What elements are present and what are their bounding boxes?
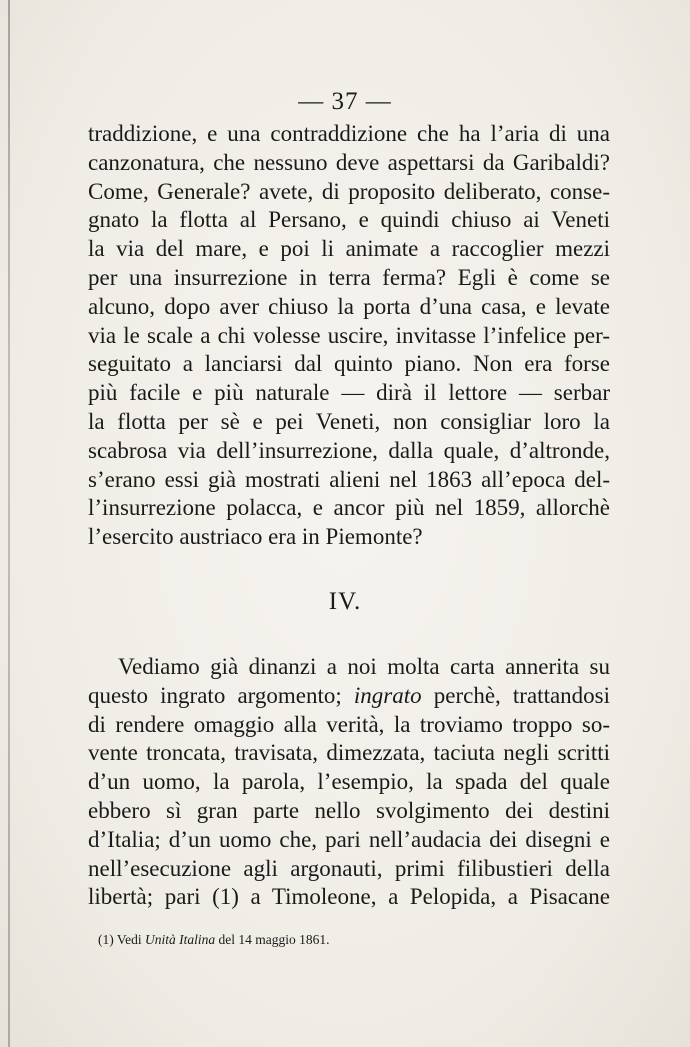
- text-line: scabrosa via dell’insurrezione, dalla quale, d’altronde,: [88, 437, 610, 463]
- text-run: questo ingrato argomento;: [88, 682, 354, 708]
- text-line: canzonatura, che nessuno deve aspettarsi da Garibaldi?: [88, 149, 610, 175]
- text-line: via le scale a chi volesse uscire, invitasse l’infelice per-: [88, 322, 610, 348]
- footnote-italic: Unità Italina: [145, 932, 216, 947]
- paragraph-2: [88, 653, 610, 912]
- text-line: [88, 682, 610, 711]
- text-line: la flotta per sè e pei Veneti, non consigliar loro la: [88, 408, 610, 434]
- text-line: Vediamo già dinanzi a noi molta carta annerita su: [118, 654, 610, 679]
- text-line: gnato la flotta al Persano, e quindi chiuso ai Veneti: [88, 207, 610, 233]
- text-line: libertà; pari (1) a Timoleone, a Pelopida, a Pisacane: [88, 884, 610, 910]
- text-line: ebbero sì gran parte nello svolgimento dei destini: [88, 797, 610, 823]
- text-line: s’erano essi già mostrati alieni nel 1863 all’epoca del-: [88, 466, 610, 492]
- footnote: [98, 932, 330, 948]
- text-line: la via del mare, e poi li animate a raccoglier mezzi: [88, 236, 610, 262]
- footnote-prefix: (1) Vedi: [98, 932, 145, 947]
- section-heading: IV.: [328, 588, 362, 615]
- text-line: nell’esecuzione agli argonauti, primi filibustieri della: [88, 855, 610, 881]
- text-line: l’esercito austriaco era in Piemonte?: [88, 524, 423, 550]
- text-line: traddizione, e una contraddizione che ha l’aria di una: [88, 121, 610, 146]
- text-line: alcuno, dopo aver chiuso la porta d’una casa, e levate: [88, 293, 610, 319]
- text-line: vente troncata, travisata, dimezzata, taciuta negli scritti: [88, 740, 610, 766]
- paragraph-1: [88, 120, 610, 552]
- text-line: d’un uomo, la parola, l’esempio, la spada del quale: [88, 769, 610, 795]
- text-line: per una insurrezione in terra ferma? Egli è come se: [88, 264, 610, 290]
- footnote-suffix: del 14 maggio 1861.: [215, 932, 330, 947]
- text-line: di rendere omaggio alla verità, la troviamo troppo so-: [88, 711, 610, 737]
- text-line: seguitato a lanciarsi dal quinto piano. Non era forse: [88, 351, 610, 377]
- text-line: più facile e più naturale — dirà il lettore — serbar: [88, 380, 610, 406]
- text-run: perchè, trattandosi: [421, 682, 611, 708]
- text-line: Come, Generale? avete, di proposito deliberato, conse-: [88, 178, 610, 204]
- page-number: — 37 —: [298, 88, 392, 115]
- page-binding-edge: [8, 0, 10, 1047]
- text-line: l’insurrezione polacca, e ancor più nel 1859, allorchè: [88, 495, 610, 521]
- italic-word: ingrato: [353, 682, 422, 708]
- text-line: d’Italia; d’un uomo che, pari nell’audacia dei disegni e: [88, 826, 610, 852]
